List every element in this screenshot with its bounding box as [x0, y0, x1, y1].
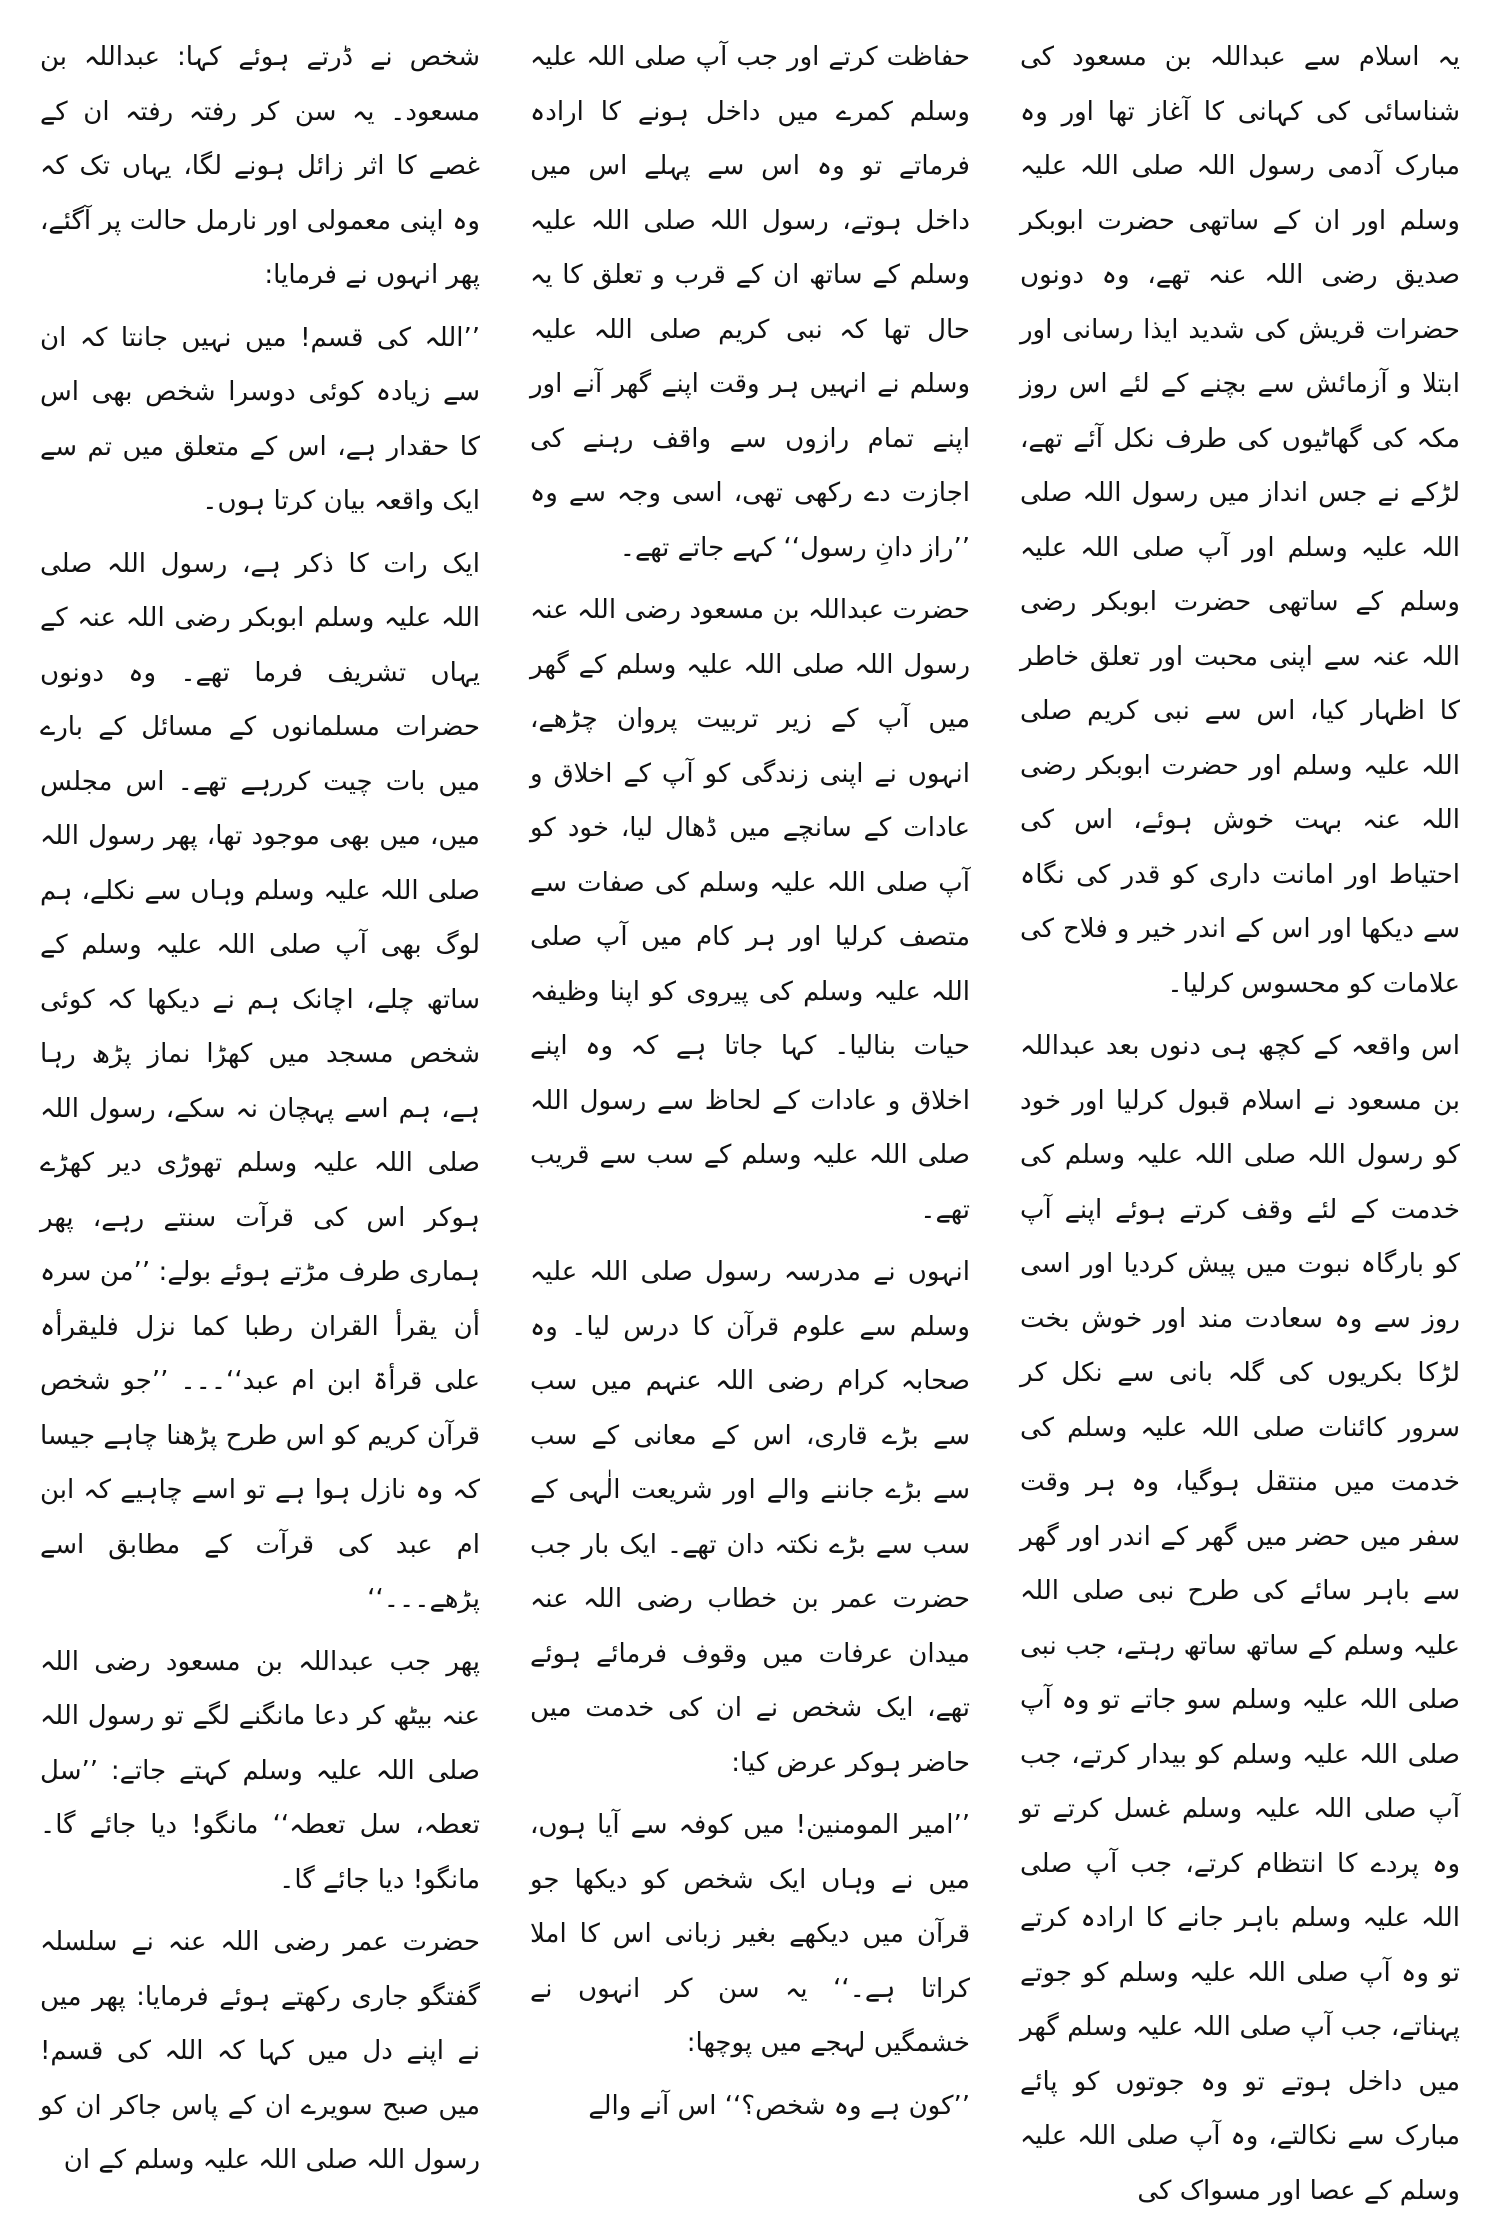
paragraph: ’’امیر المومنین! میں کوفہ سے آیا ہوں، میں نے وہاں ایک شخص کو دیکھا جو قرآن میں دیکھے بغیر زبانی اس کا املا کراتا ہے۔‘‘ یہ سن کر انہوں نے خشمگیں لہجے میں پوچھا: — [530, 1810, 970, 2058]
paragraph: حضرت عبداللہ بن مسعود رضی اللہ عنہ رسول اللہ صلی اللہ علیہ وسلم کے گھر میں آپ کے زیر تربیت پروان چڑھے، انہوں نے اپنی زندگی کو آپ کے اخلاق و عادات کے سانچے میں ڈھال لیا، خود کو آپ صلی اللہ علیہ وسلم کی صفات سے متصف کرلیا اور ہر کام میں آپ صلی اللہ علیہ وسلم کی پیروی کو اپنا وظیفہ حیات بنالیا۔ کہا جاتا ہے کہ وہ اپنے اخلاق و عادات کے لحاظ سے رسول اللہ صلی اللہ علیہ وسلم کے سب سے قریب تھے۔ — [530, 595, 970, 1225]
paragraph: یہ اسلام سے عبداللہ بن مسعود کی شناسائی کی کہانی کا آغاز تھا اور وہ مبارک آدمی رسول اللہ صلی اللہ علیہ وسلم اور ان کے ساتھی حضرت ابوبکر صدیق رضی اللہ عنہ تھے، وہ دونوں حضرات قریش کی شدید ایذا رسانی اور ابتلا و آزمائش سے بچنے کے لئے اس روز مکہ کی گھاٹیوں کی طرف نکل آئے تھے، لڑکے نے جس انداز میں رسول اللہ صلی اللہ علیہ وسلم اور آپ صلی اللہ علیہ وسلم کے ساتھی حضرت ابوبکر رضی اللہ عنہ سے اپنی محبت اور تعلق خاطر کا اظہار کیا، اس سے نبی کریم صلی اللہ علیہ وسلم اور حضرت ابوبکر رضی اللہ عنہ بہت خوش ہوئے، اس کی احتیاط اور امانت داری کو قدر کی نگاہ سے دیکھا اور اس کے اندر خیر و فلاح کی علامات کو محسوس کرلیا۔ — [1020, 42, 1460, 999]
text-column-right — [1020, 30, 1460, 2206]
paragraph: ’’کون ہے وہ شخص؟‘‘ اس آنے والے — [588, 2090, 970, 2121]
paragraph: ’’اللہ کی قسم! میں نہیں جانتا کہ ان سے زیادہ کوئی دوسرا شخص بھی اس کا حقدار ہے، اس کے متعلق میں تم سے ایک واقعہ بیان کرتا ہوں۔ — [40, 322, 480, 516]
paragraph: اس واقعہ کے کچھ ہی دنوں بعد عبداللہ بن مسعود نے اسلام قبول کرلیا اور خود کو رسول اللہ صلی اللہ علیہ وسلم کی خدمت کے لئے وقف کرتے ہوئے اپنے آپ کو بارگاہ نبوت میں پیش کردیا اور اسی روز سے وہ سعادت مند اور خوش بخت لڑکا بکریوں کی گلہ بانی سے نکل کر سرور کائنات صلی اللہ علیہ وسلم کی خدمت میں منتقل ہوگیا، وہ ہر وقت سفر میں حضر میں گھر کے اندر اور گھر سے باہر سائے کی طرح نبی صلی اللہ علیہ وسلم کے ساتھ ساتھ رہتے، جب نبی صلی اللہ علیہ وسلم سو جاتے تو وہ آپ صلی اللہ علیہ وسلم کو بیدار کرتے، جب آپ صلی اللہ علیہ وسلم غسل کرتے تو وہ پردے کا انتظام کرتے، جب آپ صلی اللہ علیہ وسلم باہر جانے کا ارادہ کرتے تو وہ آپ صلی اللہ علیہ وسلم کو جوتے پہناتے، جب آپ صلی اللہ علیہ وسلم گھر میں داخل ہوتے تو وہ جوتوں کو پائے مبارک سے نکالتے، وہ آپ صلی اللہ علیہ وسلم کے عصا اور مسواک کی — [1020, 1031, 1460, 2206]
paragraph: شخص نے ڈرتے ہوئے کہا: عبداللہ بن مسعود۔ یہ سن کر رفتہ رفتہ ان کے غصے کا اثر زائل ہونے لگا، یہاں تک کہ وہ اپنی معمولی اور نارمل حالت پر آگئے، پھر انہوں نے فرمایا: — [40, 42, 480, 290]
paragraph: حفاظت کرتے اور جب آپ صلی اللہ علیہ وسلم کمرے میں داخل ہونے کا ارادہ فرماتے تو وہ اس سے پہلے اس میں داخل ہوتے، رسول اللہ صلی اللہ علیہ وسلم کے ساتھ ان کے قرب و تعلق کا یہ حال تھا کہ نبی کریم صلی اللہ علیہ وسلم نے انہیں ہر وقت اپنے گھر آنے اور اپنے تمام رازوں سے واقف رہنے کی اجازت دے رکھی تھی، اسی وجہ سے وہ ’’راز دانِ رسول‘‘ کہے جاتے تھے۔ — [530, 42, 970, 563]
paragraph: ایک رات کا ذکر ہے، رسول اللہ صلی اللہ علیہ وسلم ابوبکر رضی اللہ عنہ کے یہاں تشریف فرما تھے۔ وہ دونوں حضرات مسلمانوں کے مسائل کے بارے میں بات چیت کررہے تھے۔ اس مجلس میں، میں بھی موجود تھا، پھر رسول اللہ صلی اللہ علیہ وسلم وہاں سے نکلے، ہم لوگ بھی آپ صلی اللہ علیہ وسلم کے ساتھ چلے، اچانک ہم نے دیکھا کہ کوئی شخص مسجد میں کھڑا نماز پڑھ رہا ہے، ہم اسے پہچان نہ سکے، رسول اللہ صلی اللہ علیہ وسلم تھوڑی دیر کھڑے ہوکر اس کی قرآت سنتے رہے، پھر ہماری طرف مڑتے ہوئے بولے: ’’من سرہ أن یقرأ القران رطبا کما نزل فلیقرأہ علی قرأۃ ابن ام عبد‘‘۔۔۔ ’’جو شخص قرآن کریم کو اس طرح پڑھنا چاہے جیسا کہ وہ نازل ہوا ہے تو اسے چاہیے کہ ابن ام عبد کی قرآت کے مطابق اسے پڑھے۔۔۔‘‘ — [40, 548, 480, 1614]
paragraph: انہوں نے مدرسہ رسول صلی اللہ علیہ وسلم سے علوم قرآن کا درس لیا۔ وہ صحابہ کرام رضی اللہ عنہم میں سب سے بڑے قاری، اس کے معانی کے سب سے بڑے جاننے والے اور شریعت الٰہی کے سب سے بڑے نکتہ دان تھے۔ ایک بار جب حضرت عمر بن خطاب رضی اللہ عنہ میدان عرفات میں وقوف فرمائے ہوئے تھے، ایک شخص نے ان کی خدمت میں حاضر ہوکر عرض کیا: — [530, 1257, 970, 1778]
paragraph: پھر جب عبداللہ بن مسعود رضی اللہ عنہ بیٹھ کر دعا مانگنے لگے تو رسول اللہ صلی اللہ علیہ وسلم کہتے جاتے: ’’سل تعطہ، سل تعطہ‘‘ مانگو! دیا جائے گا۔ مانگو! دیا جائے گا۔ — [40, 1646, 480, 1895]
text-column-middle — [530, 30, 970, 2180]
paragraph: حضرت عمر رضی اللہ عنہ نے سلسلہ گفتگو جاری رکھتے ہوئے فرمایا: پھر میں نے اپنے دل میں کہا کہ اللہ کی قسم! میں صبح سویرے ان کے پاس جاکر ان کو رسول اللہ صلی اللہ علیہ وسلم کے ان — [40, 1927, 480, 2175]
text-column-left — [40, 30, 480, 2180]
